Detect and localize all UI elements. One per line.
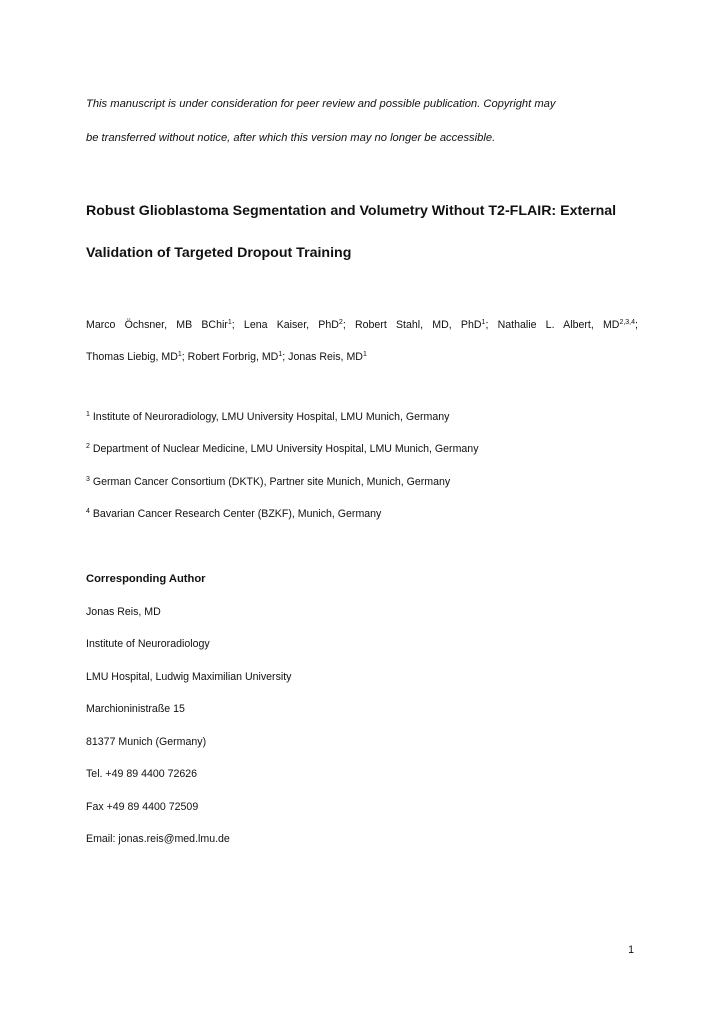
affiliation-text: Bavarian Cancer Research Center (BZKF), Munich, Germany [92, 508, 382, 520]
affiliation-text: German Cancer Consortium (DKTK), Partner site Munich, Munich, Germany [92, 476, 451, 488]
paper-title [86, 190, 638, 274]
affiliation-number: 1 [86, 411, 90, 418]
affiliation-text: Institute of Neuroradiology, LMU University Hospital, LMU Munich, Germany [92, 411, 450, 423]
corresponding-heading: Corresponding Author [86, 573, 206, 585]
author-affiliation-marker: 1 [362, 351, 367, 358]
affiliation-text: Department of Nuclear Medicine, LMU University Hospital, LMU Munich, Germany [92, 443, 479, 455]
affiliation-3 [86, 474, 638, 490]
author-name: Robert Stahl, MD, PhD [354, 319, 482, 331]
affiliation-number: 2 [86, 443, 90, 450]
page-number: 1 [628, 944, 634, 956]
author-name: Robert Forbrig, MD [187, 351, 279, 363]
author-affiliation-marker: 1 [278, 351, 283, 358]
author-6: Robert Forbrig, $MD^1$; [187, 351, 286, 363]
author-name: Marco Öchsner, MB BChir [86, 319, 228, 331]
title-line-1: Robust Glioblastoma Segmentation and Volumetry Without T2-FLAIR: External [86, 203, 617, 219]
corresponding-street: Marchioninistraße 15 [86, 703, 185, 715]
notice-line-1: This manuscript is under consideration for peer review and possible publication. Copyright may [86, 98, 556, 110]
author-affiliation-marker: 1 [481, 319, 486, 326]
author-2: Lena Kaiser, PhD$^2$; [243, 319, 346, 331]
corresponding-email: Email: jonas.reis@med.lmu.de [86, 833, 230, 845]
affiliation-number: 4 [86, 508, 90, 515]
author-list [86, 309, 638, 373]
author-affiliation-marker: 2,3,4 [619, 319, 636, 326]
author-name: Lena Kaiser, PhD [243, 319, 339, 331]
author-1: Marco Öchsner, MB BChir$^1$; [86, 319, 235, 331]
notice-line-2: be transferred without notice, after which this version may no longer be accessible. [86, 132, 496, 144]
author-5: Thomas Liebig, $MD^1$; [86, 351, 185, 363]
corresponding-hospital: LMU Hospital, Ludwig Maximilian University [86, 670, 292, 683]
corresponding-city: 81377 Munich (Germany) [86, 735, 207, 748]
author-name: Thomas Liebig, MD [86, 351, 178, 363]
corresponding-name: Jonas Reis, MD [86, 605, 161, 618]
author-4: Nathalie L. Albert, MD$^{2,3,4}$; [497, 319, 638, 331]
corresponding-fax: Fax +49 89 4400 72509 [86, 800, 199, 813]
author-affiliation-marker: 1 [227, 319, 232, 326]
author-name: Nathalie L. Albert, MD [497, 319, 620, 331]
corresponding-tel: Tel. +49 89 4400 72626 [86, 768, 198, 780]
affiliation-4 [86, 506, 638, 522]
author-affiliation-marker: 2 [338, 319, 343, 326]
author-name: Jonas Reis, MD [288, 351, 363, 363]
corresponding-author-block [86, 571, 638, 864]
author-affiliation-marker: 1 [177, 351, 182, 358]
title-line-2: Validation of Targeted Dropout Training [86, 245, 352, 261]
affiliation-2 [86, 441, 638, 457]
author-3: Robert Stahl, MD, PhD$^1$; [354, 319, 489, 331]
copyright-notice [86, 87, 638, 155]
corresponding-institute: Institute of Neuroradiology [86, 638, 210, 650]
author-7 [288, 351, 367, 363]
affiliation-number: 3 [86, 476, 90, 483]
affiliation-1 [86, 409, 638, 425]
